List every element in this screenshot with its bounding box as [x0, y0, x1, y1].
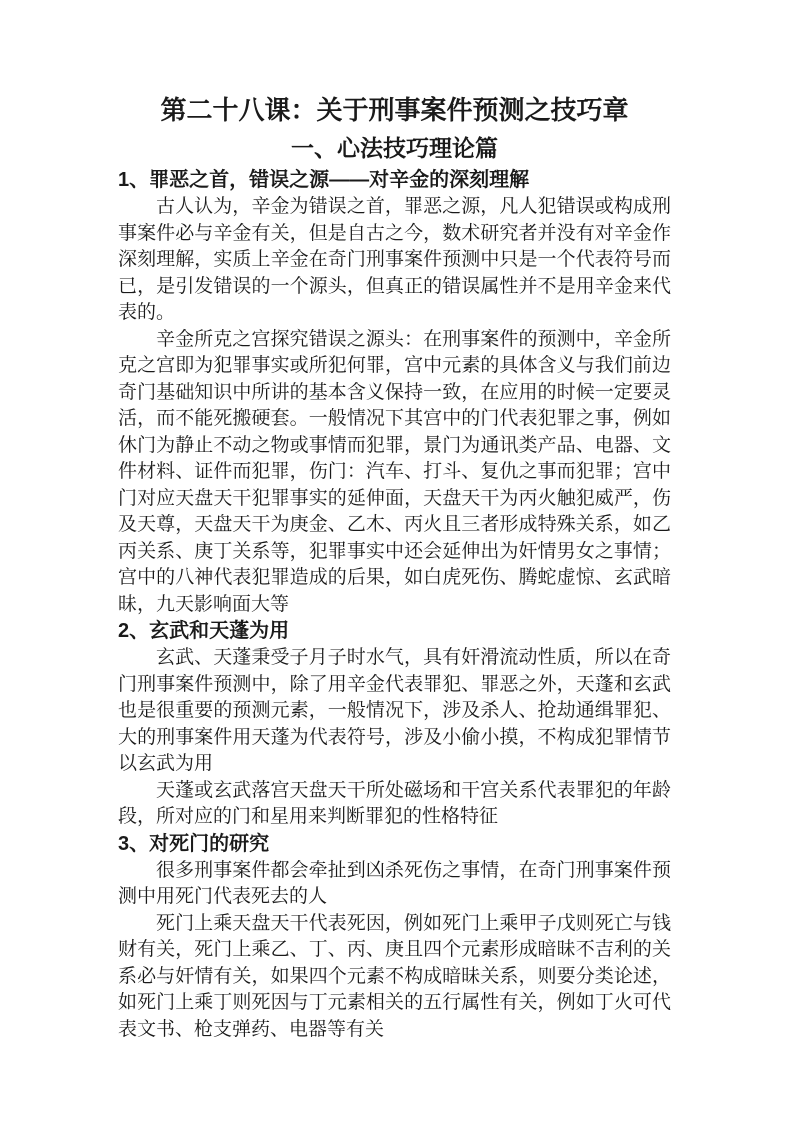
section-1-heading: 1、罪恶之首，错误之源——对辛金的深刻理解	[118, 169, 530, 191]
section-1-xin-jin	[118, 167, 671, 618]
paragraph: 古人认为，辛金为错误之首，罪恶之源，凡人犯错误或构成刑事案件必与辛金有关，但是自古之今，数术研究者并没有对辛金作深刻理解，实质上辛金在奇门刑事案件预测中只是一个代表符号而已，是引发错误的一个源头，但真正的错误属性并不是用辛金来代表的。	[118, 196, 671, 323]
paragraph: 死门上乘天盘天干代表死因，例如死门上乘甲子戊则死亡与钱财有关，死门上乘乙、丁、丙、庚且四个元素形成暗昧不吉利的关系必与奸情有关，如果四个元素不构成暗昧关系，则要分类论述，如死门上乘丁则死因与丁元素相关的五行属性有关，例如丁火可代表文书、枪支弹药、电器等有关	[118, 912, 671, 1040]
paragraph: 辛金所克之宫探究错误之源头：在刑事案件的预测中，辛金所克之宫即为犯罪事实或所犯何罪，宫中元素的具体含义与我们前边奇门基础知识中所讲的基本含义保持一致，在应用的时候一定要灵活，而不能死搬硬套。一般情况下其宫中的门代表犯罪之事，例如休门为静止不动之物或事情而犯罪，景门为通讯类产品、电器、文件材料、证件而犯罪，伤门：汽车、打斗、复仇之事而犯罪；宫中门对应天盘天干犯罪事实的延伸面，天盘天干为丙火触犯威严，伤及天尊，天盘天干为庚金、乙木、丙火且三者形成特殊关系，如乙丙关系、庚丁关系等，犯罪事实中还会延伸出为奸情男女之事情；宫中的八神代表犯罪造成的后果，如白虎死伤、腾蛇虚惊、玄武暗昧，九天影响面大等	[118, 328, 671, 615]
paragraph: 天蓬或玄武落宫天盘天干所处磁场和干宫关系代表罪犯的年龄段，所对应的门和星用来判断罪犯的性格特征	[118, 779, 671, 827]
document-title: 第二十八课：关于刑事案件预测之技巧章	[160, 95, 629, 125]
paragraph: 玄武、天蓬秉受子月子时水气，具有奸滑流动性质，所以在奇门刑事案件预测中，除了用辛金代表罪犯、罪恶之外，天蓬和玄武也是很重要的预测元素，一般情况下，涉及杀人、抢劫通缉罪犯、大的刑事案件用天蓬为代表符号，涉及小偷小摸，不构成犯罪情节以玄武为用	[118, 647, 671, 774]
section-3-heading: 3、对死门的研究	[118, 832, 270, 855]
section-2-xuanwu-tianpeng	[118, 618, 671, 831]
section-2-heading: 2、玄武和天蓬为用	[118, 620, 290, 642]
paragraph: 很多刑事案件都会牵扯到凶杀死伤之事情，在奇门刑事案件预测中用死门代表死去的人	[118, 859, 671, 907]
section-3-death-gate	[118, 831, 671, 1044]
document-subtitle: 一、心法技巧理论篇	[291, 135, 498, 161]
